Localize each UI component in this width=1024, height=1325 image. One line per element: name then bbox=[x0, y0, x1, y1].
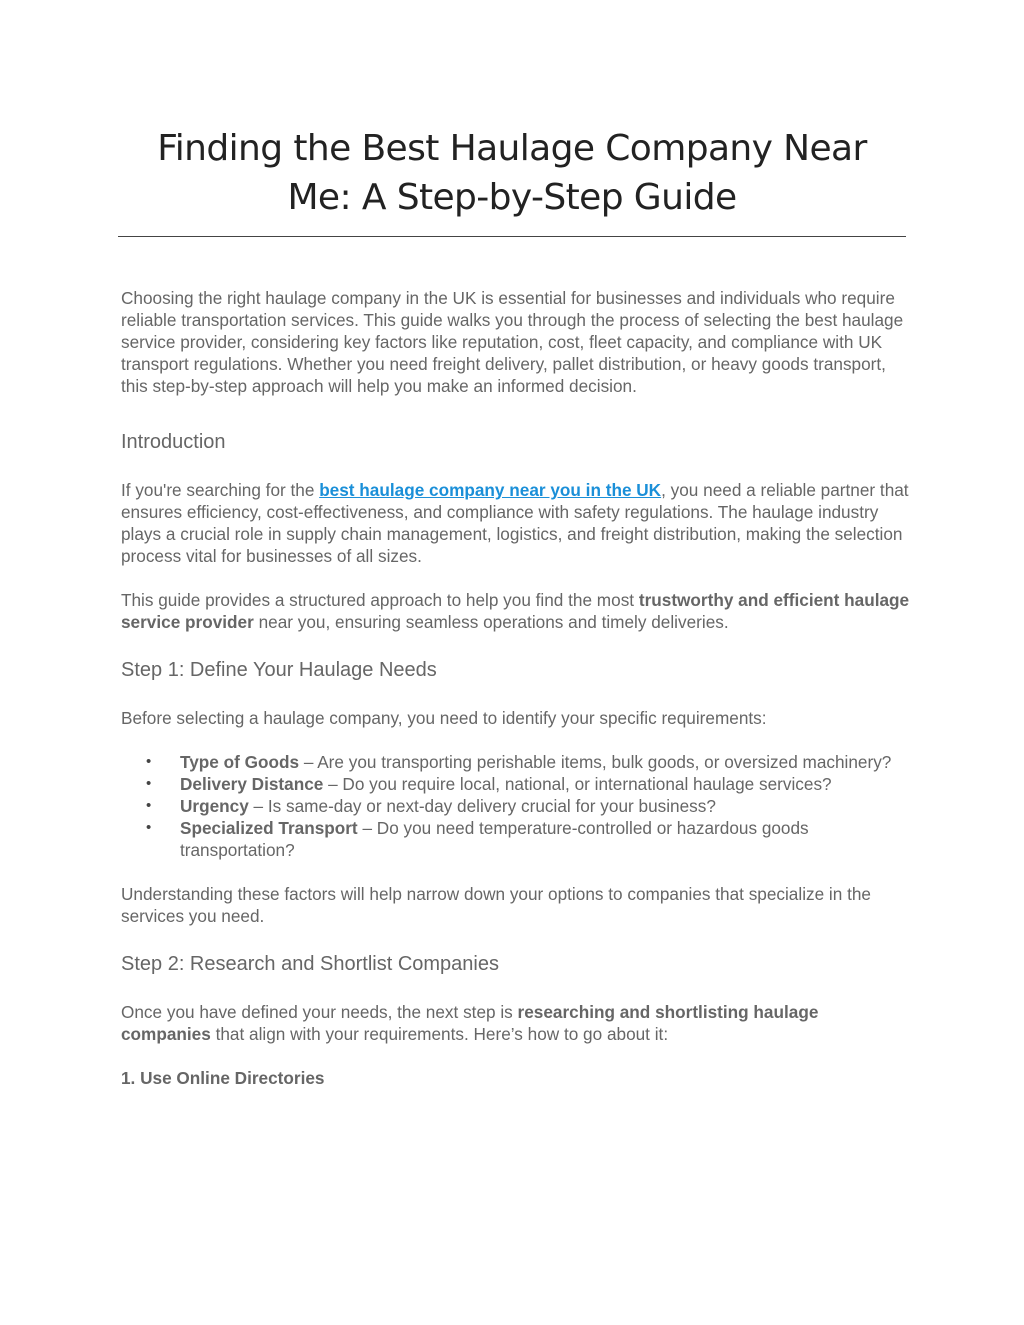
intro-p2-text-after: near you, ensuring seamless operations and timely deliveries. bbox=[253, 612, 729, 632]
step2-heading: Step 2: Research and Shortlist Companies bbox=[121, 953, 499, 975]
list-item-text: – Do you require local, national, or international haulage services? bbox=[323, 774, 832, 794]
list-item-term: Delivery Distance bbox=[180, 774, 324, 794]
list-item-text: – Is same-day or next-day delivery crucial for your business? bbox=[248, 796, 716, 816]
bullet-icon: • bbox=[146, 797, 152, 814]
list-item bbox=[121, 773, 911, 795]
intro-paragraph: Choosing the right haulage company in the UK is essential for businesses and individuals who require reliable transportation services. This guide walks you through the process of selecting the best haulage service provider, considering key factors like reputation, cost, fleet capacity, and compliance with UK transport regulations. Whether you need freight delivery, pallet distribution, or heavy goods transport, this step-by-step approach will help you make an informed decision. bbox=[121, 288, 904, 396]
list-item-text: – Are you transporting perishable items, bulk goods, or oversized machinery? bbox=[299, 752, 892, 772]
bullet-icon: • bbox=[146, 753, 152, 770]
introduction-paragraph-1 bbox=[121, 479, 911, 567]
introduction-heading: Introduction bbox=[121, 431, 226, 453]
intro-p2-bold-phrase: trustworthy and efficient haulage service provider bbox=[121, 590, 910, 632]
step2-paragraph bbox=[121, 1001, 911, 1045]
list-item bbox=[121, 751, 911, 773]
list-item-term: Urgency bbox=[180, 796, 249, 816]
haulage-needs-list bbox=[121, 751, 911, 861]
step2-bold-phrase: researching and shortlisting haulage companies bbox=[121, 1002, 819, 1044]
list-item-term: Type of Goods bbox=[180, 752, 300, 772]
title-line-1: Finding the Best Haulage Company Near bbox=[157, 128, 867, 169]
document-body bbox=[121, 287, 911, 1089]
intro-p1-text-after: , you need a reliable partner that ensures efficiency, cost-effectiveness, and compliance with safety regulations. The haulage industry plays a crucial role in supply chain management, logistics, and freight distribution, making the selection process vital for businesses of all sizes. bbox=[121, 480, 909, 566]
step1-heading: Step 1: Define Your Haulage Needs bbox=[121, 659, 437, 681]
list-item bbox=[121, 817, 911, 861]
best-haulage-company-link[interactable]: best haulage company near you in the UK bbox=[319, 480, 662, 500]
list-item-term: Specialized Transport bbox=[180, 818, 358, 838]
step1-closing-paragraph: Understanding these factors will help narrow down your options to companies that specialize in the services you need. bbox=[121, 884, 871, 926]
intro-p1-text-before: If you're searching for the bbox=[121, 480, 320, 500]
title-underline-rule bbox=[118, 236, 906, 237]
title-line-2: Me: A Step-by-Step Guide bbox=[287, 177, 737, 218]
list-item-text: – Do you need temperature-controlled or hazardous goods transportation? bbox=[180, 818, 809, 860]
intro-p2-text-before: This guide provides a structured approach to help you find the most bbox=[121, 590, 639, 610]
step2-text-before: Once you have defined your needs, the next step is bbox=[121, 1002, 518, 1022]
online-directories-subheading: 1. Use Online Directories bbox=[121, 1068, 325, 1088]
introduction-paragraph-2 bbox=[121, 589, 911, 633]
step2-text-after: that align with your requirements. Here’s how to go about it: bbox=[210, 1024, 669, 1044]
step1-lead-paragraph: Before selecting a haulage company, you need to identify your specific requirements: bbox=[121, 708, 767, 728]
bullet-icon: • bbox=[146, 819, 152, 836]
document-title bbox=[118, 124, 906, 222]
list-item bbox=[121, 795, 911, 817]
bullet-icon: • bbox=[146, 775, 152, 792]
